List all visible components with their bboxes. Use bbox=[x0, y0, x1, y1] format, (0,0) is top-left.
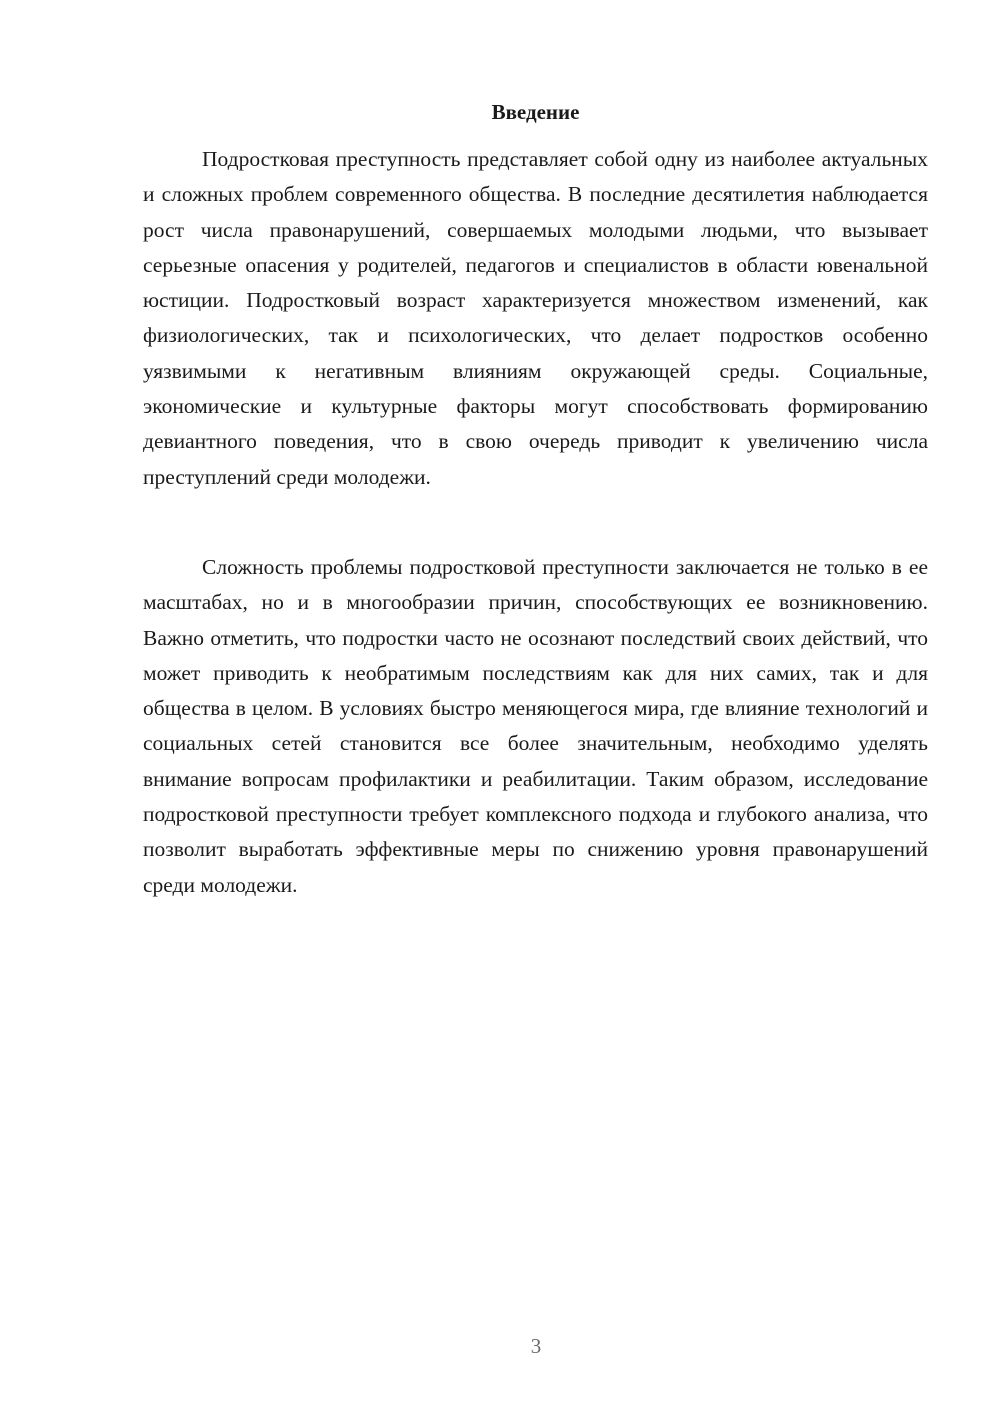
section-title: Введение bbox=[491, 100, 580, 124]
page-number: 3 bbox=[530, 1334, 542, 1358]
paragraph-2 bbox=[143, 550, 928, 903]
paragraph-1-text: Подростковая преступность представляет собой одну из наиболее актуальных и сложных проблем современного общества. В последние десятилетия наблюдается рост числа правонарушений, совершаемых молодыми людьми, что вызывает серьезные опасения у родителей, педагогов и специалистов в области ювенальной юстиции. Подростковый возраст характеризуется множеством изменений, как физиологических, так и психологических, что делает подростков особенно уязвимыми к негативным влияниям окружающей среды. Социальные, экономические и культурные факторы могут способствовать формированию девиантного поведения, что в свою очередь приводит к увеличению числа преступлений среди молодежи. bbox=[143, 147, 928, 489]
paragraph-2-text: Сложность проблемы подростковой преступности заключается не только в ее масштабах, но и в многообразии причин, способствующих ее возникновению. Важно отметить, что подростки часто не осознают последствий своих действий, что может приводить к необратимым последствиям как для них самих, так и для общества в целом. В условиях быстро меняющегося мира, где влияние технологий и социальных сетей становится все более значительным, необходимо уделять внимание вопросам профилактики и реабилитации. Таким образом, исследование подростковой преступности требует комплексного подхода и глубокого анализа, что позволит выработать эффективные меры по снижению уровня правонарушений среди молодежи. bbox=[143, 555, 928, 897]
paragraph-1 bbox=[143, 142, 928, 495]
